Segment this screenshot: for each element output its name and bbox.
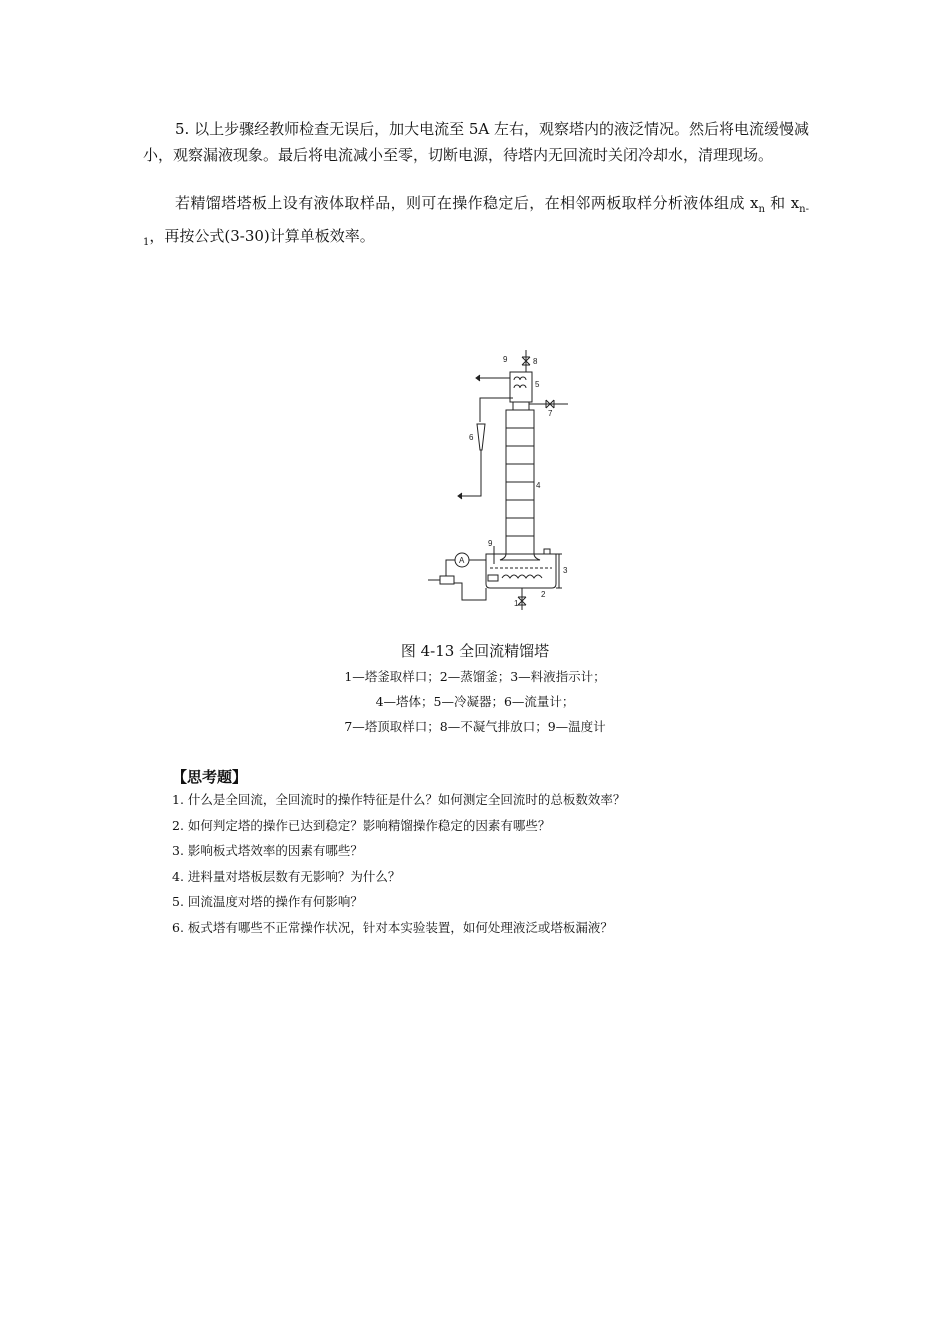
paragraph-text-after: ，再按公式(3-30)计算单板效率。 xyxy=(149,227,375,245)
variable-xn: $x_n$ xyxy=(750,194,765,215)
question-item: 5. 回流温度对塔的操作有何影响？ xyxy=(172,894,363,909)
paragraph-step-5: 5. 以上步骤经教师检查无误后，加大电流至 5A 左右，观察塔内的液泛情况。然后将电流缓慢减小，观察漏液现象。最后将电流减小至零，切断电源，待塔内无回流时关闭冷却水，清理现场。 xyxy=(143,120,809,164)
label-9-bottom: 9 xyxy=(488,539,493,548)
column-base-flare xyxy=(500,554,540,560)
heater-coil xyxy=(502,575,542,578)
paragraph-text-before: 若精馏塔塔板上设有液体取样品，则可在操作稳定后，在相邻两板取样分析液体组成 xyxy=(175,194,751,212)
figure-caption-line: 7—塔顶取样口；8—不凝气排放口；9—温度计 xyxy=(344,719,606,734)
figure-caption-title: 图 4-13 全回流精馏塔 xyxy=(400,642,550,660)
paragraph-sampling xyxy=(143,190,809,256)
flowmeter xyxy=(477,424,485,450)
label-8: 8 xyxy=(533,357,538,366)
figure-caption-line: 4—塔体；5—冷凝器；6—流量计； xyxy=(375,694,575,709)
label-ammeter-a: A xyxy=(459,556,465,565)
label-1: 1 xyxy=(514,599,519,608)
power-supply xyxy=(440,576,454,584)
reboiler xyxy=(486,554,556,588)
condenser xyxy=(510,372,532,402)
circuit-wire-left xyxy=(446,560,455,576)
figure-caption-line: 1—塔釜取样口；2—蒸馏釜；3—料液指示计； xyxy=(344,669,606,684)
variable-xn-1: $x_{n-1}$ xyxy=(143,194,809,248)
question-item: 6. 板式塔有哪些不正常操作状况，针对本实验装置，如何处理液泛或塔板漏液？ xyxy=(172,919,613,935)
label-4: 4 xyxy=(536,481,541,490)
paragraph-joiner: 和 xyxy=(764,194,791,212)
label-7: 7 xyxy=(548,409,553,418)
questions-list xyxy=(172,790,625,943)
label-5: 5 xyxy=(535,380,540,389)
column-neck xyxy=(513,402,529,410)
distillation-column-diagram xyxy=(400,340,600,620)
label-9-top: 9 xyxy=(503,355,508,364)
question-item: 2. 如何判定塔的操作已达到稳定？影响精馏操作稳定的因素有哪些？ xyxy=(172,817,551,833)
heater-element xyxy=(488,575,498,581)
condenser-coil xyxy=(514,377,526,388)
label-6: 6 xyxy=(469,433,474,442)
questions-heading: 【思考题】 xyxy=(172,768,248,786)
distillation-column-figure xyxy=(400,340,600,620)
question-item: 1. 什么是全回流，全回流时的操作特征是什么？如何测定全回流时的总板数效率？ xyxy=(172,792,626,807)
circuit-wire-bottom xyxy=(454,583,486,600)
label-3: 3 xyxy=(563,566,568,575)
question-item: 4. 进料量对塔板层数有无影响？为什么？ xyxy=(172,868,401,884)
reflux-return-line xyxy=(460,450,481,496)
question-item: 3. 影响板式塔效率的因素有哪些？ xyxy=(172,843,363,858)
label-2: 2 xyxy=(541,590,546,599)
